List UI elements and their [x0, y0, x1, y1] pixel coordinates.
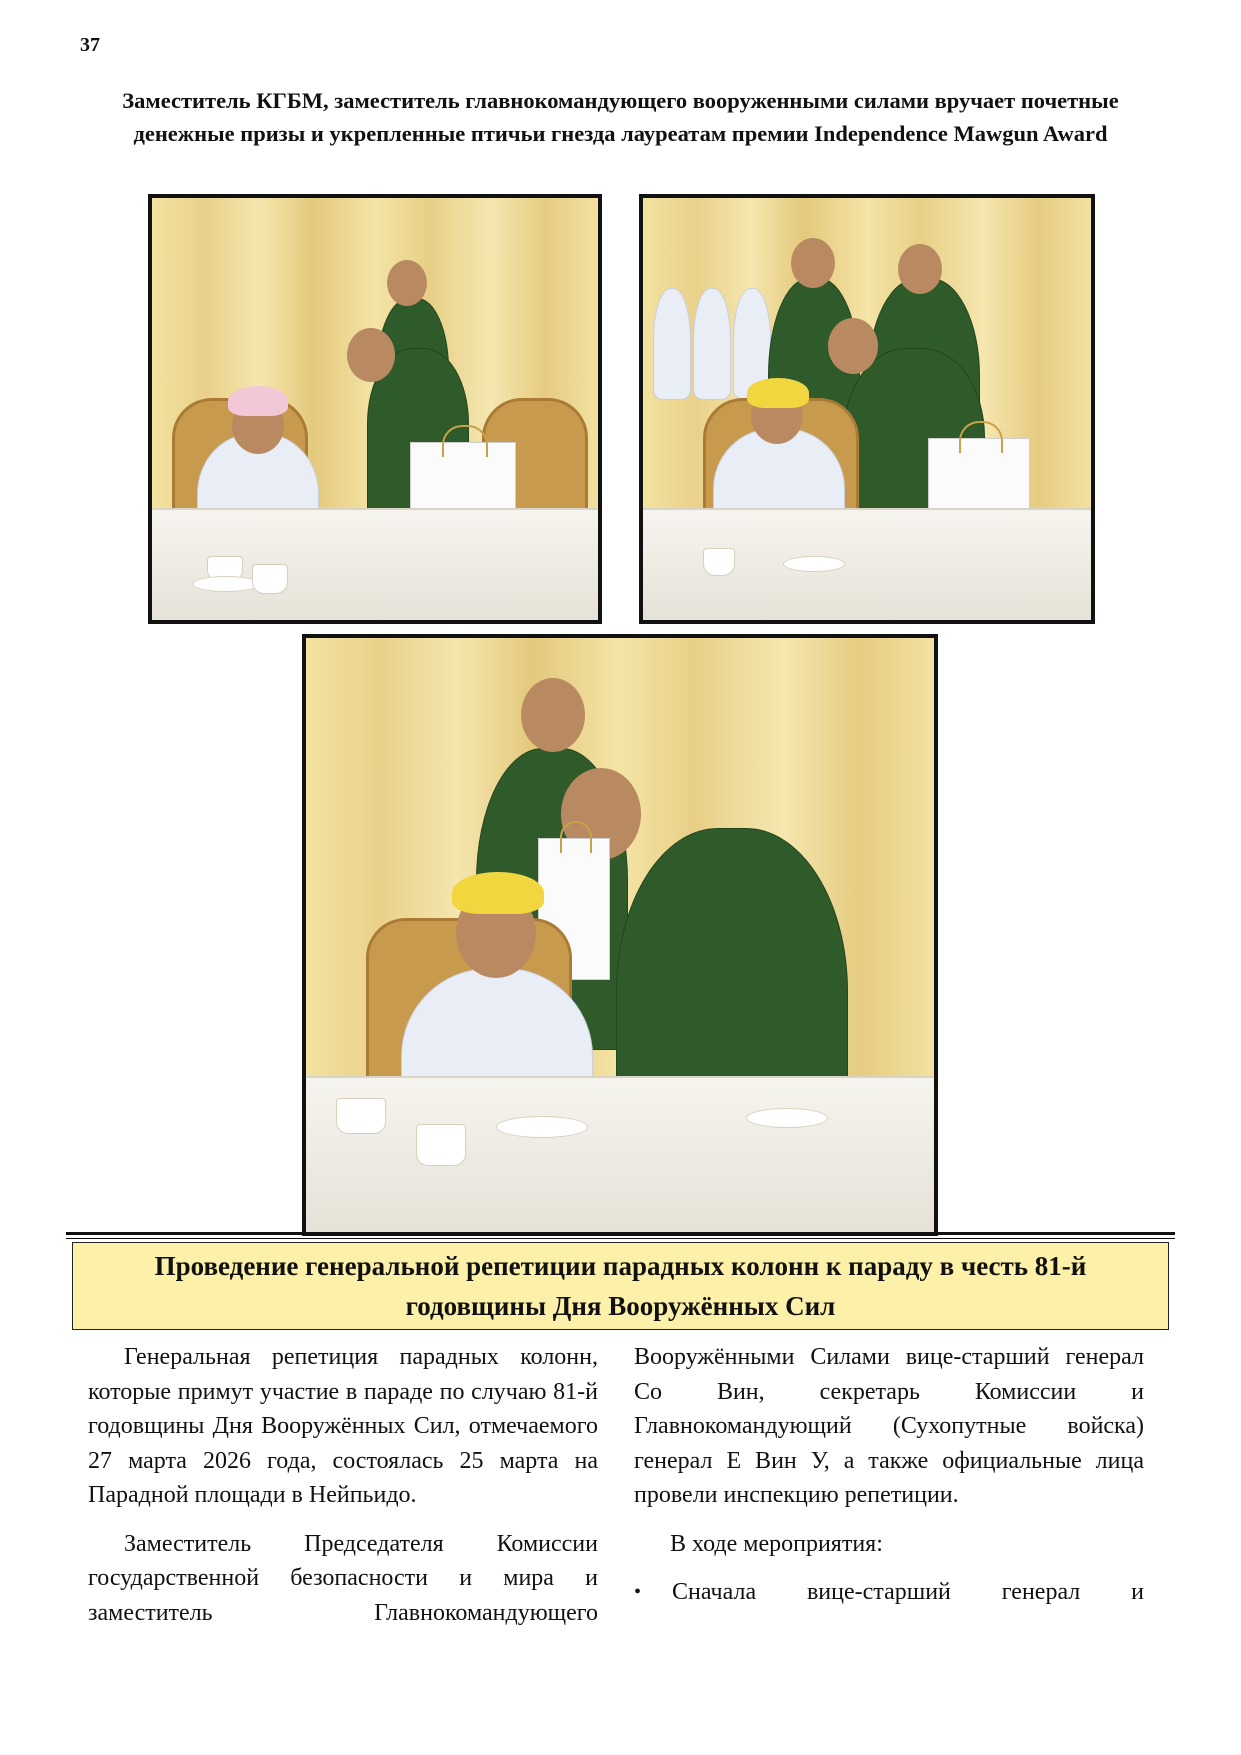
section-divider — [66, 1232, 1175, 1235]
photo-attendee — [693, 288, 731, 400]
photo-attendee — [653, 288, 691, 400]
bullet-dot-icon: • — [634, 1581, 642, 1603]
photo-award-ceremony-3 — [302, 634, 938, 1236]
photo-caption: Заместитель КГБМ, заместитель главнокомандующего вооруженными силами вручает почетные денежные призы и укрепленные птичьи гнезда лауреатам премии Independence Mawgun Award — [122, 88, 1119, 146]
article-paragraph: Генеральная репетиция парадных колонн, которые примут участие в параде по случаю 81-й годовщины Дня Вооружённых Сил, отмечаемого 27 марта 2026 года, состоялась 25 марта на Парадной площади в Нейпьидо. — [88, 1344, 598, 1508]
photo-hat — [747, 378, 809, 408]
bullet-item-text: Сначала вице-старший генерал и — [672, 1579, 1144, 1605]
article-column-right — [634, 1340, 1144, 1610]
page-number: 37 — [80, 34, 100, 56]
photo-head — [898, 244, 942, 294]
photo-plate — [746, 1108, 828, 1128]
photo-hat — [228, 386, 288, 416]
photo-plate — [496, 1116, 588, 1138]
section-divider-thin — [66, 1238, 1175, 1239]
photo-head — [387, 260, 427, 306]
photo-award-ceremony-2 — [639, 194, 1095, 624]
photo-plate — [192, 576, 260, 592]
photo-head — [521, 678, 585, 752]
article-paragraph: Заместитель Председателя Комиссии государственной безопасности и мира и заместитель Главнокомандующего — [88, 1530, 598, 1626]
article-column-left — [88, 1340, 598, 1644]
bullet-item — [634, 1575, 1144, 1610]
photo-head — [347, 328, 395, 382]
photo-head — [828, 318, 878, 374]
article-paragraph: В ходе мероприятия: — [670, 1530, 883, 1557]
photo-cup — [416, 1124, 466, 1166]
article-paragraph: Вооружёнными Силами вице-старший генерал Со Вин, секретарь Комиссии и Главнокомандующий (Сухопутные войска) генерал Е Вин У, а также официальные лица провели инспекцию репетиции. — [634, 1344, 1144, 1508]
article-headline: Проведение генеральной репетиции парадных колонн к параду в честь 81-й годовщины Дня Вооружённых Сил — [72, 1242, 1169, 1330]
photo-cup — [252, 564, 288, 594]
photo-cup — [336, 1098, 386, 1134]
photo-plate — [783, 556, 845, 572]
photo-head — [791, 238, 835, 288]
photo-cup — [703, 548, 735, 576]
photo-award-ceremony-1 — [148, 194, 602, 624]
photo-hat — [452, 872, 544, 914]
photo-table — [306, 1076, 934, 1232]
